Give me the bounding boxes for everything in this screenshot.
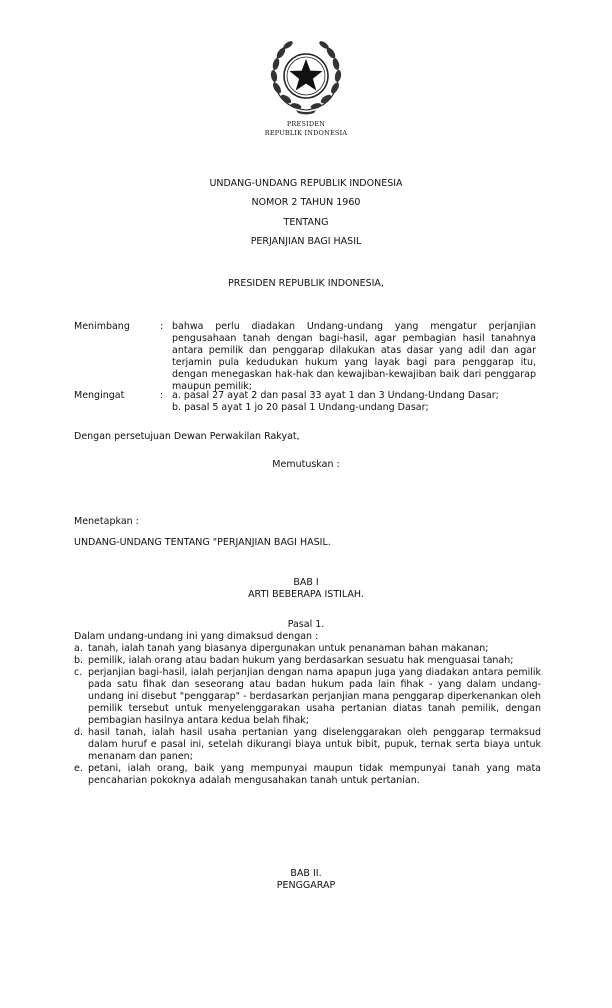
list-item-text: petani, ialah orang, baik yang mempunyai maupun tidak mempunyai tanah yang mata pencaharian pokoknya adalah mengusahakan tanah untuk pertanian. — [88, 763, 541, 786]
mengingat-item-a: a. pasal 27 ayat 2 dan pasal 33 ayat 1 dan 3 Undang-Undang Dasar; — [172, 390, 499, 401]
letterhead-republic: REPUBLIK INDONESIA — [264, 129, 348, 137]
title-line-3: TENTANG — [283, 217, 329, 228]
list-item — [74, 667, 541, 727]
menimbang-colon: : — [160, 321, 164, 332]
menimbang-label: Menimbang — [74, 321, 130, 332]
presidential-seal-icon — [266, 36, 346, 116]
list-marker: a. — [74, 643, 83, 654]
letterhead-president: PRESIDEN — [286, 120, 326, 128]
persetujuan-line: Dengan persetujuan Dewan Perwakilan Rakyat, — [74, 431, 300, 442]
list-marker: d. — [74, 727, 84, 738]
list-item-text: tanah, ialah tanah yang biasanya dipergunakan untuk penanaman bahan makanan; — [88, 643, 489, 654]
list-marker: b. — [74, 655, 84, 666]
president-line: PRESIDEN REPUBLIK INDONESIA, — [228, 278, 384, 289]
mengingat-colon: : — [160, 390, 164, 401]
mengingat-item-b: b. pasal 5 ayat 1 jo 20 pasal 1 Undang-undang Dasar; — [172, 402, 429, 413]
list-item — [74, 643, 541, 655]
list-item — [74, 655, 541, 667]
list-item-text: pemilik, ialah orang atau badan hukum yang berdasarkan sesuatu hak menguasai tanah; — [88, 655, 514, 666]
list-item — [74, 763, 541, 787]
pasal1-intro: Dalam undang-undang ini yang dimaksud dengan : — [74, 631, 319, 642]
list-item — [74, 727, 541, 763]
list-marker: e. — [74, 763, 83, 774]
mengingat-label: Mengingat — [74, 390, 125, 401]
definitions-list — [74, 643, 541, 787]
title-line-1: UNDANG-UNDANG REPUBLIK INDONESIA — [209, 178, 403, 189]
bab1-heading: BAB I — [293, 577, 319, 588]
list-item-text: perjanjian bagi-hasil, ialah perjanjian dengan nama apapun juga yang diadakan antara pemilik pada satu fihak dan seseorang atau badan hukum pada lain fihak - yang dalam undang-undang ini disebut "penggarap" - berdasarkan perjanjian mana penggarap diperkenankan oleh pemilik tersebut untuk menyelenggarakan usaha pertanian diatas tanah pemilik, dengan pembagian hasilnya antara kedua belah fihak; — [88, 667, 541, 726]
menetapkan-line: Menetapkan : — [74, 516, 139, 527]
uu-title-line: UNDANG-UNDANG TENTANG "PERJANJIAN BAGI HASIL. — [74, 537, 331, 548]
title-line-4: PERJANJIAN BAGI HASIL — [250, 236, 362, 247]
memutuskan-line: Memutuskan : — [272, 459, 340, 470]
title-line-2: NOMOR 2 TAHUN 1960 — [251, 197, 361, 208]
menimbang-text: bahwa perlu diadakan Undang-undang yang mengatur perjanjian pengusahaan tanah dengan bagi-hasil, agar pembagian hasil tanahnya antara pemilik dan penggarap dilakukan atas dasar yang adil dan agar terjamin pula kedudukan hukum yang layak bagi para penggarap itu, dengan menegaskan hak-hak dan kewajiban-kewajiban baik dari penggarap maupun pemilik; — [172, 321, 536, 392]
list-marker: c. — [74, 667, 83, 678]
list-item-text: hasil tanah, ialah hasil usaha pertanian yang diselenggarakan oleh penggarap termaksud dalam huruf e pasal ini, setelah dikurangi biaya untuk bibit, pupuk, ternak serta biaya untuk menanam dan panen; — [88, 727, 541, 762]
bab2-title: PENGGARAP — [276, 880, 336, 891]
bab2-heading: BAB II. — [290, 868, 322, 879]
pasal1-heading: Pasal 1. — [287, 619, 325, 630]
bab1-title: ARTI BEBERAPA ISTILAH. — [248, 589, 364, 600]
